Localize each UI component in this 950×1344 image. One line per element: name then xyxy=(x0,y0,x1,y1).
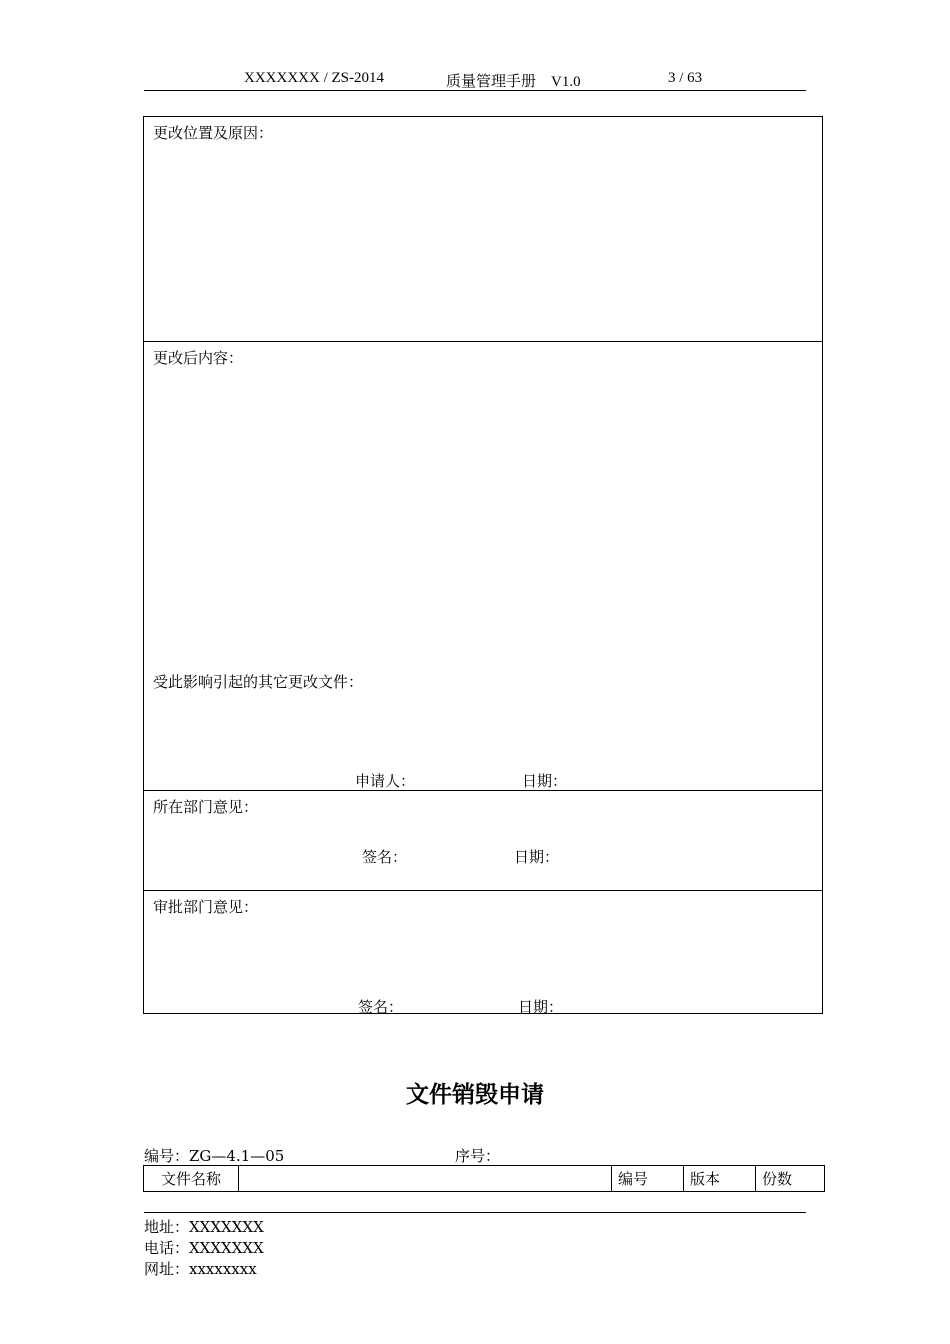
position-reason-label: 更改位置及原因： xyxy=(153,124,274,142)
after-content-section[interactable] xyxy=(144,342,822,791)
col-file-name: 文件名称 xyxy=(144,1166,239,1192)
change-request-form xyxy=(143,116,823,1014)
dept-date-label: 日期： xyxy=(514,848,560,866)
footer-phone: 电话：XXXXXXX xyxy=(144,1239,264,1257)
after-content-label: 更改后内容： xyxy=(153,349,244,367)
destroy-form-title: 文件销毁申请 xyxy=(406,1082,544,1108)
applicant-date-label: 日期： xyxy=(522,772,568,790)
approval-opinion-label: 审批部门意见： xyxy=(153,898,259,916)
approval-signature-label: 签名： xyxy=(358,998,404,1016)
footer-website: 网址：xxxxxxxx xyxy=(144,1260,257,1278)
approval-opinion-section[interactable] xyxy=(144,891,822,1016)
affected-files-label: 受此影响引起的其它更改文件： xyxy=(153,673,364,691)
destroy-form-serial: 序号： xyxy=(455,1147,501,1165)
position-reason-section[interactable] xyxy=(144,117,822,342)
dept-opinion-section[interactable] xyxy=(144,791,822,891)
col-number: 编号 xyxy=(612,1166,684,1192)
applicant-label: 申请人： xyxy=(355,772,416,790)
destroy-form-table xyxy=(143,1165,825,1192)
destroy-form-number: 编号：ZG—4.1—05 xyxy=(144,1147,285,1165)
col-copies: 份数 xyxy=(756,1166,825,1192)
header-page-number: 3 / 63 xyxy=(668,70,703,86)
dept-opinion-label: 所在部门意见： xyxy=(153,798,259,816)
page-header xyxy=(144,70,806,91)
table-row xyxy=(144,1166,825,1192)
file-name-cell[interactable] xyxy=(239,1166,612,1192)
footer-address: 地址：XXXXXXX xyxy=(144,1218,264,1236)
approval-date-label: 日期： xyxy=(518,998,564,1016)
header-manual-title: 质量管理手册 V1.0 xyxy=(446,74,581,90)
footer-divider xyxy=(144,1212,806,1213)
dept-signature-label: 签名： xyxy=(362,848,408,866)
header-document-code: XXXXXXX / ZS-2014 xyxy=(244,70,384,86)
col-version: 版本 xyxy=(684,1166,756,1192)
